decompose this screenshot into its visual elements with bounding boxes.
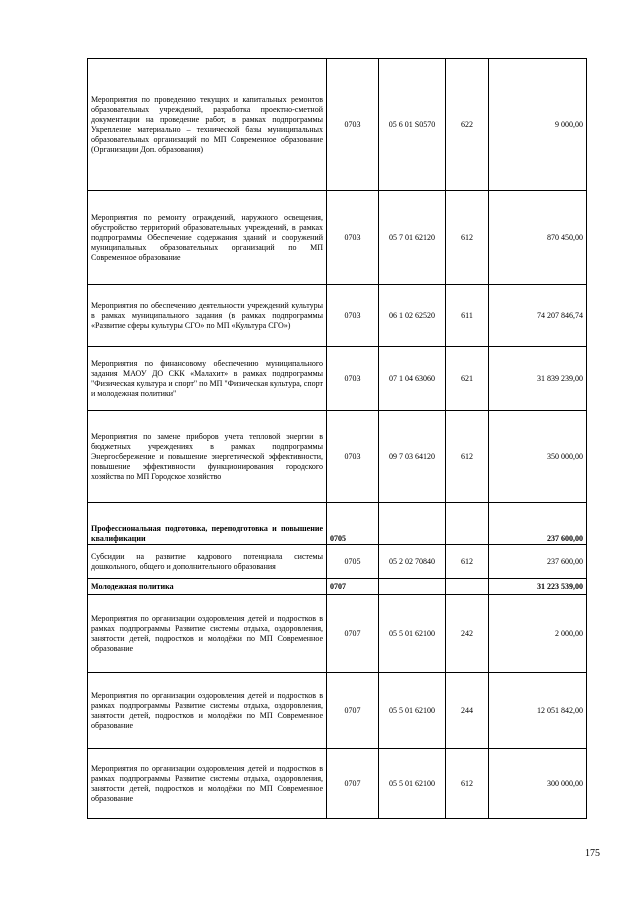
row-name: Мероприятия по ремонту ограждений, наружного освещения, обустройство территорий образовательных учреждений, в рамках подпрограммы Обеспечение содержания зданий и сооружений муниципальных образовательных организаций по МП Современное образование	[88, 191, 327, 285]
row-name: Молодежная политика	[88, 579, 327, 595]
row-name: Мероприятия по замене приборов учета тепловой энергии в бюджетных учреждениях в рамках подпрограммы Энергосбережение и повышение энергетической эффективности, повышение эффективности функционирования городского хозяйства по МП Городское хозяйство	[88, 411, 327, 503]
row-article	[379, 503, 446, 545]
row-section: 0705	[327, 503, 379, 545]
row-article: 05 5 01 62100	[379, 749, 446, 819]
row-article: 05 5 01 62100	[379, 673, 446, 749]
row-section: 0707	[327, 673, 379, 749]
row-amount: 237 600,00	[489, 503, 587, 545]
row-article	[379, 579, 446, 595]
row-amount: 9 000,00	[489, 59, 587, 191]
row-type	[446, 503, 489, 545]
row-amount: 31 223 539,00	[489, 579, 587, 595]
table-row-section-total	[88, 579, 587, 595]
table-row	[88, 595, 587, 673]
table-row	[88, 191, 587, 285]
row-section: 0703	[327, 347, 379, 411]
row-article: 07 1 04 63060	[379, 347, 446, 411]
row-amount: 74 207 846,74	[489, 285, 587, 347]
row-type: 612	[446, 749, 489, 819]
row-type: 612	[446, 411, 489, 503]
row-amount: 300 000,00	[489, 749, 587, 819]
table-row-section-total	[88, 503, 587, 545]
row-article: 05 6 01 S0570	[379, 59, 446, 191]
row-section: 0703	[327, 59, 379, 191]
row-amount: 237 600,00	[489, 545, 587, 579]
table-row	[88, 59, 587, 191]
row-amount: 870 450,00	[489, 191, 587, 285]
row-article: 05 5 01 62100	[379, 595, 446, 673]
row-section: 0707	[327, 579, 379, 595]
row-type: 612	[446, 191, 489, 285]
row-article: 05 7 01 62120	[379, 191, 446, 285]
row-section: 0703	[327, 191, 379, 285]
table-row	[88, 347, 587, 411]
table-row	[88, 545, 587, 579]
table-row	[88, 749, 587, 819]
row-section: 0707	[327, 749, 379, 819]
row-section: 0705	[327, 545, 379, 579]
row-name: Мероприятия по организации оздоровления детей и подростков в рамках подпрограммы Развитие системы отдыха, оздоровления, занятости детей, подростков и молодёжи по МП Современное образование	[88, 673, 327, 749]
row-name: Мероприятия по обеспечению деятельности учреждений культуры в рамках муниципального задания (в рамках подпрограммы «Развитие сферы культуры СГО» по МП «Культура СГО»)	[88, 285, 327, 347]
row-name: Субсидии на развитие кадрового потенциала системы дошкольного, общего и дополнительного образования	[88, 545, 327, 579]
row-name: Профессиональная подготовка, переподготовка и повышение квалификации	[88, 503, 327, 545]
row-type: 622	[446, 59, 489, 191]
row-name: Мероприятия по организации оздоровления детей и подростков в рамках подпрограммы Развитие системы отдыха, оздоровления, занятости детей, подростков и молодёжи по МП Современное образование	[88, 749, 327, 819]
row-article: 09 7 03 64120	[379, 411, 446, 503]
row-amount: 350 000,00	[489, 411, 587, 503]
table-row	[88, 411, 587, 503]
row-type: 611	[446, 285, 489, 347]
row-type: 242	[446, 595, 489, 673]
row-amount: 31 839 239,00	[489, 347, 587, 411]
row-type: 612	[446, 545, 489, 579]
row-type: 244	[446, 673, 489, 749]
row-type: 621	[446, 347, 489, 411]
row-section: 0707	[327, 595, 379, 673]
row-name: Мероприятия по проведению текущих и капитальных ремонтов образовательных учреждений, разработка проектно-сметной документации на проведение работ, в рамках подпрограммы Укрепление материально – технической базы муниципальных образовательных организаций по МП Современное образование (Организации Доп. образования)	[88, 59, 327, 191]
row-section: 0703	[327, 285, 379, 347]
row-amount: 2 000,00	[489, 595, 587, 673]
row-name: Мероприятия по финансовому обеспечению муниципального задания МАОУ ДО СКК «Малахит» в рамках подпрограммы "Физическая культура и спорт" по МП "Физическая культура, спорт и молодежная политики"	[88, 347, 327, 411]
row-type	[446, 579, 489, 595]
row-name: Мероприятия по организации оздоровления детей и подростков в рамках подпрограммы Развитие системы отдыха, оздоровления, занятости детей, подростков и молодёжи по МП Современное образование	[88, 595, 327, 673]
row-section: 0703	[327, 411, 379, 503]
table-row	[88, 673, 587, 749]
table-row	[88, 285, 587, 347]
row-amount: 12 051 842,00	[489, 673, 587, 749]
row-article: 06 1 02 62520	[379, 285, 446, 347]
page-number: 175	[585, 848, 600, 859]
budget-table	[87, 58, 587, 819]
row-article: 05 2 02 70840	[379, 545, 446, 579]
